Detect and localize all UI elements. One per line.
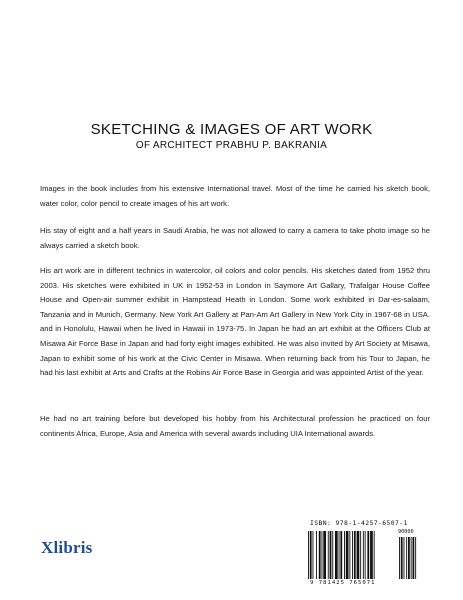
paragraph-exhibitions: His art work are in different technics in watercolor, oil colors and color pencils. His sketches dated from 1952 thru 2003. His sketches were exhibited in UK in 1952-53 in London in Saymore Art Gallary, Trafalgar House Coffee House and Open-air summer exhibit in Hampstead Heath in London. Some work exhibited in Dar-es-salaam, Tanzania and in Munich, Germany. New York Art Gallery at Pan-Am Art Gallery in New York City in 1967-68 in USA. and in Honolulu, Hawaii when he lived in Hawaii in 1973-75. In Japan he had an art exhibit at the Officers Club at Misawa Air Force Base in Japan and had forty eight images exhibited. He was also invited by Art Society at Misawa, Japan to exhibit some of his work at the Civic Center in Misawa. When returning back from his Tour to Japan, he had his last exhibit at Arts and Crafts at the Robins Air Force Base in Georgia and was appointed Artist of the year.: [40, 266, 430, 378]
book-title: SKETCHING & IMAGES OF ART WORK: [90, 121, 373, 138]
barcode-addon-bar: [411, 537, 412, 579]
barcode-bar: [323, 531, 326, 579]
barcode-bar: [370, 531, 373, 579]
barcode-bar: [367, 531, 369, 579]
barcode-addon-bar: [406, 537, 407, 579]
barcode-bar: [330, 531, 332, 579]
barcode-bar: [354, 531, 356, 579]
barcode-bar: [360, 531, 361, 579]
barcode-addon-bar: [413, 537, 415, 579]
barcode-bar: [335, 531, 338, 579]
barcode-bar: [322, 531, 323, 579]
barcode-bar: [332, 531, 333, 579]
barcode-bar: [346, 531, 349, 579]
barcode-addon-number: 90000: [398, 529, 414, 535]
barcode-bar: [357, 531, 360, 579]
barcode-addon-bar: [415, 537, 416, 579]
paragraph-travel: Images in the book includes from his extensive International travel. Most of the time he carried his sketch book, water color, color pencil to create images of his art work.: [40, 184, 430, 208]
barcode-bar: [310, 531, 312, 579]
isbn-label: ISBN: 978-1-4257-6507-1: [310, 519, 408, 527]
publisher-logo: Xlibris: [41, 538, 93, 557]
barcode-bar: [319, 531, 321, 579]
barcode-addon-bar: [401, 537, 403, 579]
barcode-bar: [308, 531, 309, 579]
barcode-bar: [316, 531, 317, 579]
barcode-number: 9 781425 765071: [310, 580, 376, 586]
barcode-addon-bar: [408, 537, 410, 579]
book-subtitle: OF ARCHITECT PRABHU P. BAKRANIA: [135, 140, 328, 151]
barcode-bar: [374, 531, 375, 579]
barcode-bar: [313, 531, 314, 579]
barcode-bar: [363, 531, 364, 579]
barcode-bar: [344, 531, 345, 579]
barcode-bar: [352, 531, 353, 579]
barcode-bar: [340, 531, 342, 579]
barcode-bar: [328, 531, 329, 579]
barcode-bar: [365, 531, 366, 579]
paragraph-saudi-arabia: His stay of eight and a half years in Saudi Arabia, he was not allowed to carry a camera to take photo image so he always carried a sketch book.: [40, 226, 430, 250]
barcode-addon-bar: [399, 537, 400, 579]
barcode-bar: [339, 531, 340, 579]
paragraph-training: He had no art training before but developed his hobby from his Architectural profession he practiced on four continents Africa, Europe, Asia and America with several awards including UIA International awards.: [40, 414, 430, 438]
barcode-bar: [349, 531, 350, 579]
barcode-addon-bar: [404, 537, 405, 579]
